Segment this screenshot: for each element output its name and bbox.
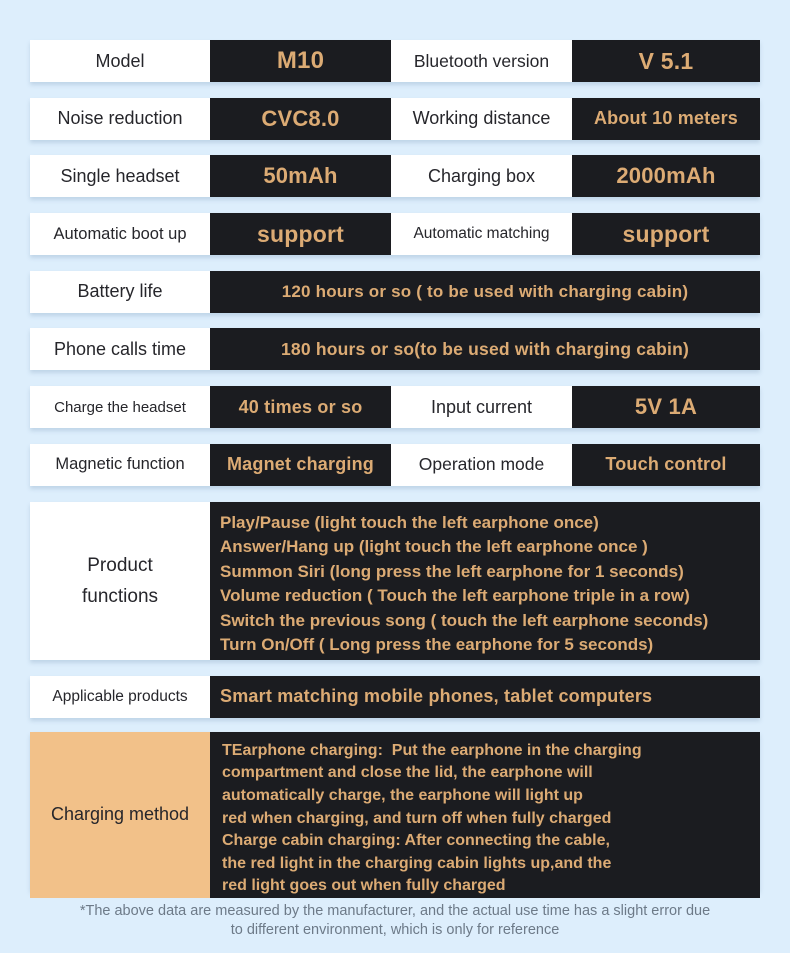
spec-value: support [210,213,391,255]
spec-label: Charge the headset [30,386,210,428]
spec-value: Magnet charging [210,444,391,486]
charging-method-line: red light goes out when fully charged [222,877,506,895]
spec-value: 40 times or so [210,386,391,428]
spec-label: Magnetic function [30,444,210,486]
spec-value: 180 hours or so(to be used with charging cabin) [210,328,760,370]
charging-method-line: automatically charge, the earphone will light up [222,787,583,805]
spec-row-magnetic [30,444,760,486]
spec-row-phone-calls-time [30,328,760,370]
spec-row-automatic [30,213,760,255]
footer-note [25,902,765,941]
applicable-products-row [30,676,760,718]
spec-value: support [572,213,760,255]
spec-value: 120 hours or so ( to be used with charging cabin) [210,271,760,313]
footer-note-line1: *The above data are measured by the manufacturer, and the actual use time has a slight error due [79,902,711,919]
product-function-item: Volume reduction ( Touch the left earphone triple in a row) [220,586,690,606]
footer-note-line2: to different environment, which is only for reference [230,922,560,939]
spec-value: M10 [210,40,391,82]
charging-method-value [210,732,760,898]
spec-value: CVC8.0 [210,98,391,140]
charging-method-line: TEarphone charging: Put the earphone in the charging [222,741,642,759]
spec-label: Single headset [30,155,210,197]
spec-value: About 10 meters [572,98,760,140]
spec-label: Battery life [30,271,210,313]
spec-value: Smart matching mobile phones, tablet computers [210,676,760,718]
spec-label: Model [30,40,210,82]
spec-label: Phone calls time [30,328,210,370]
spec-label: Bluetooth version [391,40,572,82]
spec-label: Noise reduction [30,98,210,140]
charging-method-line: red when charging, and turn off when fully charged [222,809,612,827]
charging-method-row [30,732,760,895]
spec-row-battery-life [30,271,760,313]
spec-row-battery-capacity [30,155,760,197]
charging-method-label: Charging method [30,732,210,898]
charging-method-line: compartment and close the lid, the earphone will [222,764,593,782]
spec-value: V 5.1 [572,40,760,82]
spec-label: Automatic boot up [30,213,210,255]
charging-method-line: the red light in the charging cabin lights up,and the [222,854,612,872]
charging-method-line: Charge cabin charging: After connecting the cable, [222,832,610,850]
product-functions-label [30,502,210,660]
spec-value: 2000mAh [572,155,760,197]
spec-label: Automatic matching [391,213,572,255]
product-functions-label-line2: functions [81,585,159,607]
spec-label: Applicable products [30,676,210,718]
spec-row-charge-headset [30,386,760,428]
spec-value: 50mAh [210,155,391,197]
spec-label: Operation mode [391,444,572,486]
product-function-item: Answer/Hang up (light touch the left earphone once ) [220,537,648,557]
product-function-item: Turn On/Off ( Long press the earphone for 5 seconds) [220,635,654,655]
spec-value: Touch control [572,444,760,486]
product-function-item: Summon Siri (long press the left earphone for 1 seconds) [220,561,684,581]
product-functions-row [30,502,760,660]
spec-label: Working distance [391,98,572,140]
spec-value: 5V 1A [572,386,760,428]
product-function-item: Play/Pause (light touch the left earphone once) [220,512,599,532]
spec-label: Charging box [391,155,572,197]
spec-label: Input current [391,386,572,428]
product-functions-label-line1: Product [87,554,153,576]
product-functions-value [210,502,760,660]
spec-row-noise-reduction [30,98,760,140]
spec-row-model [30,40,760,82]
product-function-item: Switch the previous song ( touch the left earphone seconds) [220,610,709,630]
